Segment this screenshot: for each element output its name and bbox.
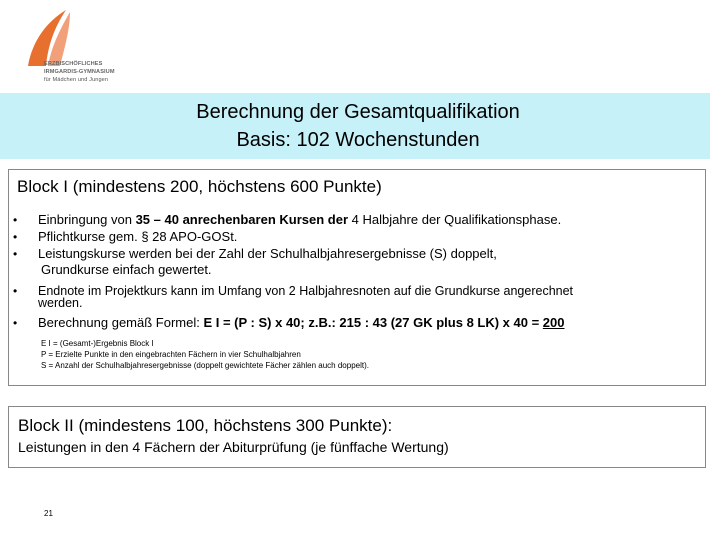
formula: E I = (P : S) x 40; z.B.: 215 : 43 (27 GK plus 8 LK) x 40 = bbox=[203, 315, 543, 330]
bullet-formula bbox=[13, 315, 565, 331]
page-title: Berechnung der Gesamtqualifikation bbox=[196, 101, 520, 123]
title-band bbox=[0, 93, 710, 159]
bullet-weighting bbox=[13, 246, 497, 278]
logo-line-3: für Mädchen und Jungen bbox=[44, 77, 109, 83]
legend-item: E I = (Gesamt-)Ergebnis Block I bbox=[41, 339, 154, 348]
formula-result: 200 bbox=[542, 315, 565, 330]
legend-item: S = Anzahl der Schulhalbjahresergebnisse (doppelt gewichtete Fächer zählen auch doppelt). bbox=[41, 361, 369, 370]
block-2-heading: Block II (mindestens 100, höchstens 300 Punkte): bbox=[18, 416, 393, 435]
bullet-1-post: 4 Halbjahre der Qualifikationsphase. bbox=[348, 212, 562, 227]
logo-line-2: IRMGARDIS-GYMNASIUM bbox=[44, 69, 115, 75]
bullet-3-line-2: Grundkurse einfach gewertet. bbox=[41, 262, 212, 277]
bullet-3-line-1: Leistungskurse werden bei der Zahl der Schulhalbjahresergebnisse (S) doppelt, bbox=[38, 246, 497, 261]
page-subtitle: Basis: 102 Wochenstunden bbox=[236, 129, 480, 151]
bullet-1-bold: 35 – 40 anrechenbaren Kursen der bbox=[135, 212, 349, 227]
logo-line-1: ERZBISCHÖFLICHES bbox=[44, 61, 103, 67]
block-1-heading: Block I (mindestens 200, höchstens 600 Punkte) bbox=[17, 177, 382, 196]
block-2-box bbox=[8, 406, 706, 468]
school-logo bbox=[24, 8, 154, 90]
formula-legend bbox=[41, 338, 369, 371]
sail-logo-icon bbox=[24, 8, 84, 68]
legend-item: P = Erzielte Punkte in den eingebrachten Fächern in vier Schulhalbjahren bbox=[41, 350, 301, 359]
block-1-box bbox=[8, 169, 706, 386]
bullet-project-course bbox=[13, 285, 573, 309]
bullet-1-pre: Einbringung von bbox=[38, 212, 136, 227]
bullet-mandatory-courses: • Pflichtkurse gem. § 28 APO-GOSt. bbox=[13, 229, 237, 245]
bullet-5-pre: Berechnung gemäß Formel: bbox=[38, 315, 204, 330]
logo-text bbox=[44, 60, 115, 84]
bullet-course-count bbox=[13, 212, 561, 228]
page-number: 21 bbox=[44, 509, 53, 518]
bullet-4-line-1: Endnote im Projektkurs kann im Umfang von 2 Halbjahresnoten auf die Grundkurse angerechnet bbox=[38, 284, 574, 298]
block-2-description: Leistungen in den 4 Fächern der Abiturprüfung (je fünffache Wertung) bbox=[18, 439, 449, 455]
bullet-4-line-2: werden. bbox=[38, 296, 83, 310]
